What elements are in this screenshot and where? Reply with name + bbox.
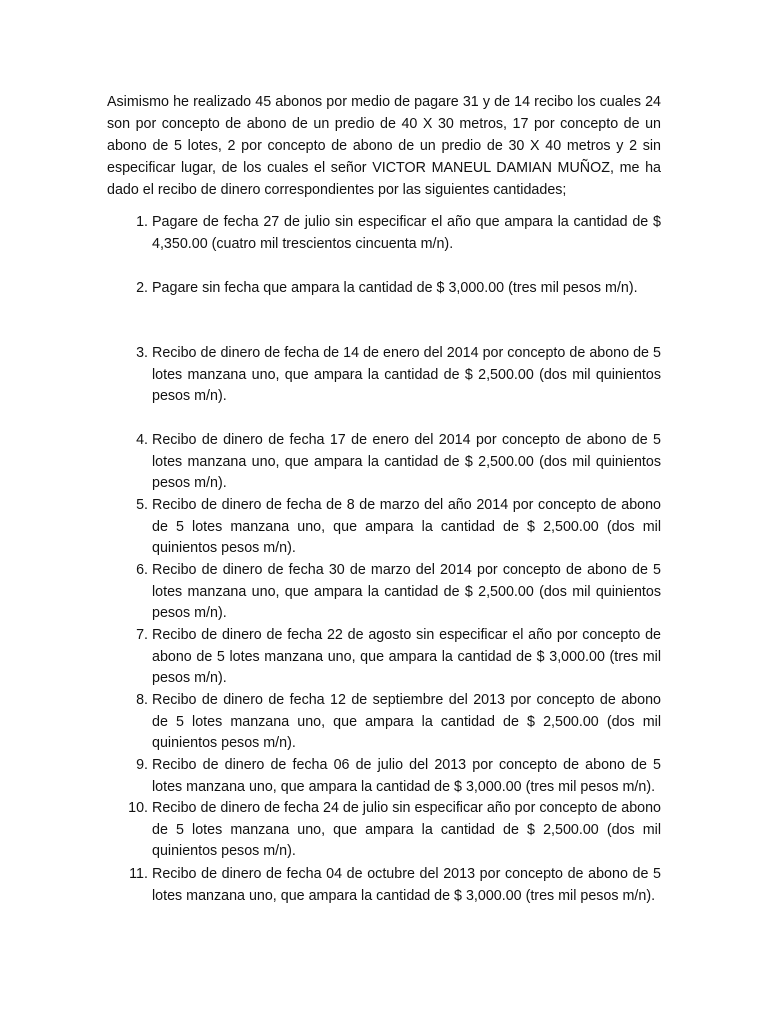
list-item-text: Recibo de dinero de fecha de 14 de enero del 2014 por concepto de abono de 5 lotes manzana uno, que ampara la cantidad de $ 2,500.00 (dos mil quinientos pesos m/n).: [152, 345, 661, 405]
list-item: [118, 495, 661, 560]
list-item-number: 4.: [136, 432, 148, 448]
list-item-text: Recibo de dinero de fecha 12 de septiembre del 2013 por concepto de abono de 5 lotes manzana uno, que ampara la cantidad de $ 2,500.00 (dos mil quinientos pesos m/n).: [152, 692, 661, 752]
list-item: [118, 690, 661, 755]
list-item-text: Pagare sin fecha que ampara la cantidad de $ 3,000.00 (tres mil pesos m/n).: [152, 280, 638, 296]
list-item: [118, 864, 661, 907]
list-item-number: 1.: [136, 214, 148, 230]
list-item: [118, 430, 661, 495]
list-item-number: 6.: [136, 562, 148, 578]
list-item-text: Recibo de dinero de fecha 30 de marzo del 2014 por concepto de abono de 5 lotes manzana uno, que ampara la cantidad de $ 2,500.00 (dos mil quinientos pesos m/n).: [152, 562, 661, 622]
list-item-number: 2.: [136, 280, 148, 296]
list-item: [118, 343, 661, 408]
list-item-text: Recibo de dinero de fecha 24 de julio sin especificar año por concepto de abono de 5 lotes manzana uno, que ampara la cantidad de $ 2,500.00 (dos mil quinientos pesos m/n).: [152, 800, 661, 860]
list-item-number: 8.: [136, 692, 148, 708]
list-item-number: 5.: [136, 497, 148, 513]
list-item-number: 9.: [136, 757, 148, 773]
list-item-text: Recibo de dinero de fecha 17 de enero del 2014 por concepto de abono de 5 lotes manzana uno, que ampara la cantidad de $ 2,500.00 (dos mil quinientos pesos m/n).: [152, 432, 661, 492]
list-item-text: Recibo de dinero de fecha 04 de octubre del 2013 por concepto de abono de 5 lotes manzana uno, que ampara la cantidad de $ 3,000.00 (tres mil pesos m/n).: [152, 866, 661, 904]
list-item-number: 3.: [136, 345, 148, 361]
list-item-text: Recibo de dinero de fecha 06 de julio del 2013 por concepto de abono de 5 lotes manzana uno, que ampara la cantidad de $ 3,000.00 (tres mil pesos m/n).: [152, 757, 661, 795]
list-item-number: 11.: [129, 866, 148, 882]
list-item: [118, 212, 661, 255]
list-item-text: Recibo de dinero de fecha 22 de agosto sin especificar el año por concepto de abono de 5 lotes manzana uno, que ampara la cantidad de $ 3,000.00 (tres mil pesos m/n).: [152, 627, 661, 687]
list-item: [118, 278, 661, 300]
list-item: [118, 798, 661, 863]
list-item: [118, 755, 661, 798]
list-item-number: 10.: [128, 800, 148, 816]
list-item-text: Pagare de fecha 27 de julio sin especificar el año que ampara la cantidad de $ 4,350.00 (cuatro mil trescientos cincuenta m/n).: [152, 214, 661, 252]
list-item-number: 7.: [136, 627, 148, 643]
list-item-text: Recibo de dinero de fecha de 8 de marzo del año 2014 por concepto de abono de 5 lotes manzana uno, que ampara la cantidad de $ 2,500.00 (dos mil quinientos pesos m/n).: [152, 497, 661, 557]
list-item: [118, 625, 661, 690]
intro-paragraph: Asimismo he realizado 45 abonos por medio de pagare 31 y de 14 recibo los cuales 24 son por concepto de abono de un predio de 40 X 30 metros, 17 por concepto de un abono de 5 lotes, 2 por concepto de abono de un predio de 30 X 40 metros y 2 sin especificar lugar, de los cuales el señor VICTOR MANEUL DAMIAN MUÑOZ, me ha dado el recibo de dinero correspondientes por las siguientes cantidades;: [107, 94, 661, 198]
list-item: [118, 560, 661, 625]
